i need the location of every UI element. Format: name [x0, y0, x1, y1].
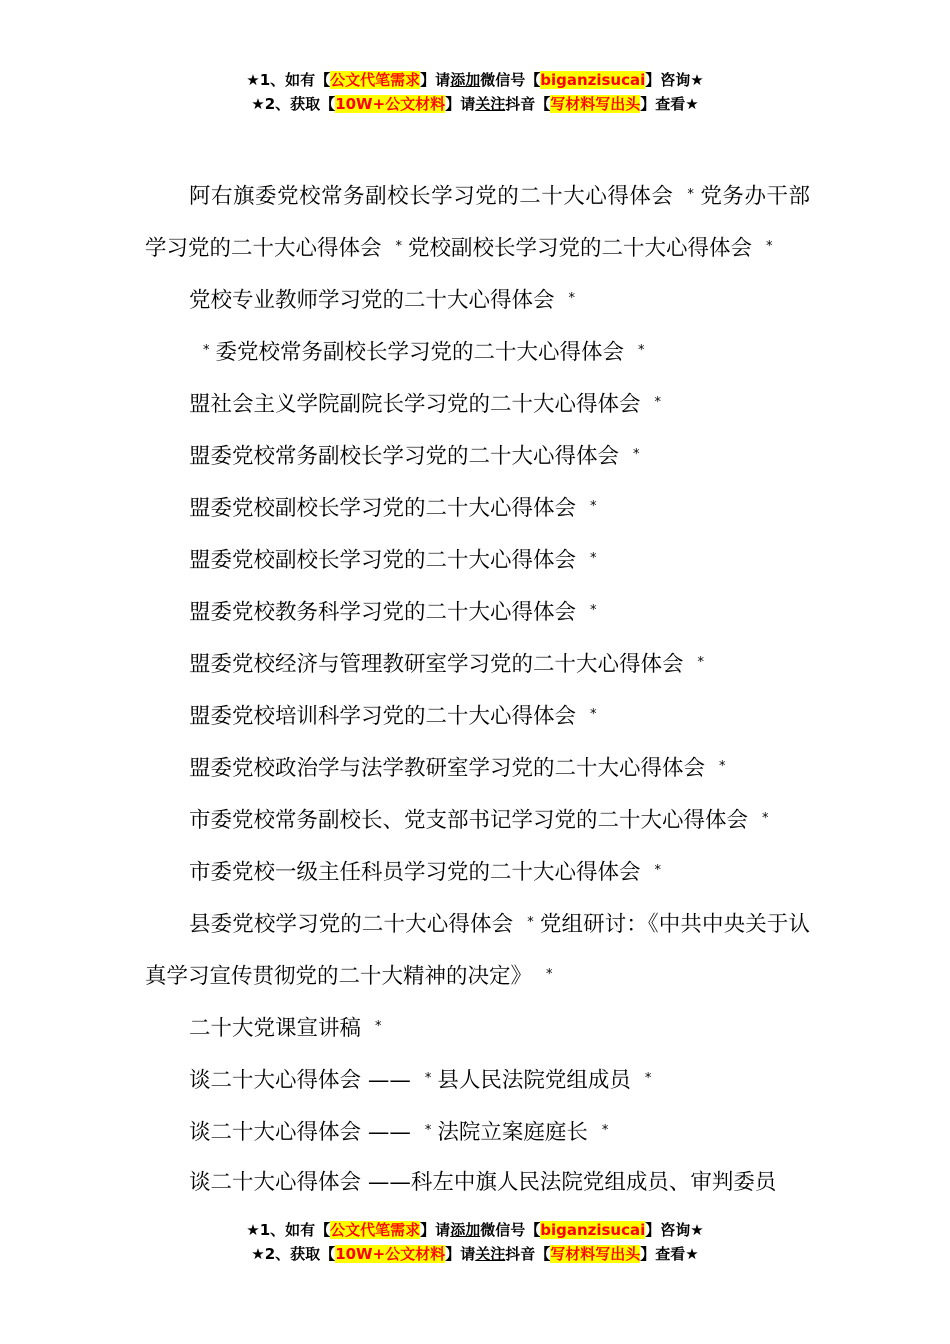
toc-item-title: 盟委党校副校长学习党的二十大心得体会 — [189, 496, 577, 521]
banner-text: 】查看★ — [640, 95, 699, 113]
banner-text: 微信号【 — [480, 1221, 541, 1239]
banner-text: 抖音【 — [505, 1245, 551, 1263]
asterisk-mark: * — [568, 291, 576, 306]
toc-item-title: 盟社会主义学院副院长学习党的二十大心得体会 — [189, 392, 641, 417]
banner-text: 】请 — [445, 1245, 476, 1263]
asterisk-mark: * — [375, 1019, 382, 1034]
toc-item-title: 谈二十大心得体会 —— — [189, 1068, 411, 1093]
toc-item-title: 盟委党校教务科学习党的二十大心得体会 — [189, 600, 577, 625]
toc-item — [145, 1002, 810, 1054]
toc-item-title: 盟委党校培训科学习党的二十大心得体会 — [189, 704, 577, 729]
toc-item-title: 党组研讨：《中共中央关于认真学习宣传贯彻党的二十大精神的决定》 — [145, 912, 810, 989]
banner-line-1 — [0, 68, 950, 92]
toc-item — [145, 482, 810, 534]
asterisk-mark: * — [601, 1123, 609, 1138]
asterisk-mark: * — [633, 447, 640, 462]
toc-item-title: 盟委党校副校长学习党的二十大心得体会 — [189, 548, 577, 573]
toc-item-title: 盟委党校经济与管理教研室学习党的二十大心得体会 — [189, 652, 684, 677]
toc-item — [145, 846, 810, 898]
banner-highlight: 写材料写出头 — [550, 1245, 641, 1263]
asterisk-mark: * — [590, 551, 597, 566]
asterisk-mark: * — [638, 343, 645, 358]
toc-item — [145, 378, 810, 430]
banner-underline: 关注 — [475, 1245, 506, 1263]
asterisk-mark: * — [697, 655, 705, 670]
asterisk-mark: * — [687, 187, 694, 202]
banner-line-2 — [0, 1242, 950, 1266]
banner-text: ★2、获取【 — [251, 95, 336, 113]
banner-underline: 关注 — [475, 95, 506, 113]
toc-item-title: 市委党校常务副校长、党支部书记学习党的二十大心得体会 — [189, 808, 749, 833]
asterisk-mark: * — [203, 343, 210, 358]
toc-item — [145, 274, 810, 326]
asterisk-mark: * — [654, 395, 662, 410]
banner-highlight: 10W+公文材料 — [335, 95, 446, 113]
toc-item-title: 县委党校学习党的二十大心得体会 — [189, 912, 514, 937]
asterisk-mark: * — [395, 239, 403, 254]
asterisk-mark: * — [424, 1123, 432, 1138]
header-banner — [0, 68, 950, 116]
banner-underline: 添加 — [450, 1221, 481, 1239]
banner-text: 】查看★ — [640, 1245, 699, 1263]
asterisk-mark: * — [590, 603, 597, 618]
asterisk-mark: * — [590, 707, 597, 722]
asterisk-mark: * — [424, 1071, 432, 1086]
toc-item-title: 阿右旗委党校常务副校长学习党的二十大心得体会 — [189, 184, 674, 209]
toc-item-title: 市委党校一级主任科员学习党的二十大心得体会 — [189, 860, 641, 885]
banner-text: 抖音【 — [505, 95, 551, 113]
banner-text: 】请 — [445, 95, 476, 113]
banner-highlight: 10W+公文材料 — [335, 1245, 446, 1263]
footer-banner — [0, 1218, 950, 1266]
toc-item-title: 盟委党校政治学与法学教研室学习党的二十大心得体会 — [189, 756, 706, 781]
toc-item — [145, 1106, 810, 1158]
toc-item-title: 盟委党校常务副校长学习党的二十大心得体会 — [189, 444, 620, 469]
toc-item-title: 党校专业教师学习党的二十大心得体会 — [189, 288, 555, 313]
banner-text: ★1、如有【 — [246, 71, 331, 89]
table-of-contents — [145, 170, 810, 1208]
toc-item-title: 谈二十大心得体会 —— — [189, 1120, 411, 1145]
toc-item — [145, 430, 810, 482]
asterisk-mark: * — [546, 967, 553, 982]
banner-text: 】咨询★ — [645, 71, 704, 89]
toc-item-title: 县人民法院党组成员 — [437, 1068, 631, 1093]
toc-item-title: 二十大党课宣讲稿 — [189, 1016, 362, 1041]
toc-item — [145, 638, 810, 690]
banner-text: ★2、获取【 — [251, 1245, 336, 1263]
toc-item — [145, 898, 810, 1002]
asterisk-mark: * — [766, 239, 773, 254]
banner-highlight: 写材料写出头 — [550, 95, 641, 113]
toc-item — [145, 690, 810, 742]
banner-line-2 — [0, 92, 950, 116]
banner-text: 】咨询★ — [645, 1221, 704, 1239]
asterisk-mark: * — [654, 863, 662, 878]
toc-item — [145, 586, 810, 638]
toc-item-title: 党务办干部学习党的二十大心得体会 — [145, 184, 810, 261]
asterisk-mark: * — [527, 915, 534, 930]
banner-text: 】请 — [420, 1221, 451, 1239]
toc-item-title: 党校副校长学习党的二十大心得体会 — [408, 236, 753, 261]
toc-item-title: 谈二十大心得体会 ——科左中旗人民法院党组成员、审判委员 — [189, 1170, 777, 1195]
banner-line-1 — [0, 1218, 950, 1242]
toc-item — [145, 326, 810, 378]
toc-item — [145, 1158, 810, 1208]
toc-item-title: 委党校常务副校长学习党的二十大心得体会 — [215, 340, 625, 365]
toc-item — [145, 170, 810, 274]
banner-text: 】请 — [420, 71, 451, 89]
banner-highlight: 公文代笔需求 — [330, 71, 421, 89]
asterisk-mark: * — [719, 759, 726, 774]
banner-highlight: 公文代笔需求 — [330, 1221, 421, 1239]
asterisk-mark: * — [644, 1071, 652, 1086]
toc-item-title: 法院立案庭庭长 — [437, 1120, 588, 1145]
toc-item — [145, 1054, 810, 1106]
toc-item — [145, 742, 810, 794]
banner-text: ★1、如有【 — [246, 1221, 331, 1239]
toc-item — [145, 534, 810, 586]
asterisk-mark: * — [590, 499, 597, 514]
asterisk-mark: * — [762, 811, 769, 826]
banner-highlight: biganzisucai — [540, 1221, 646, 1239]
banner-highlight: biganzisucai — [540, 71, 646, 89]
banner-text: 微信号【 — [480, 71, 541, 89]
toc-item — [145, 794, 810, 846]
banner-underline: 添加 — [450, 71, 481, 89]
